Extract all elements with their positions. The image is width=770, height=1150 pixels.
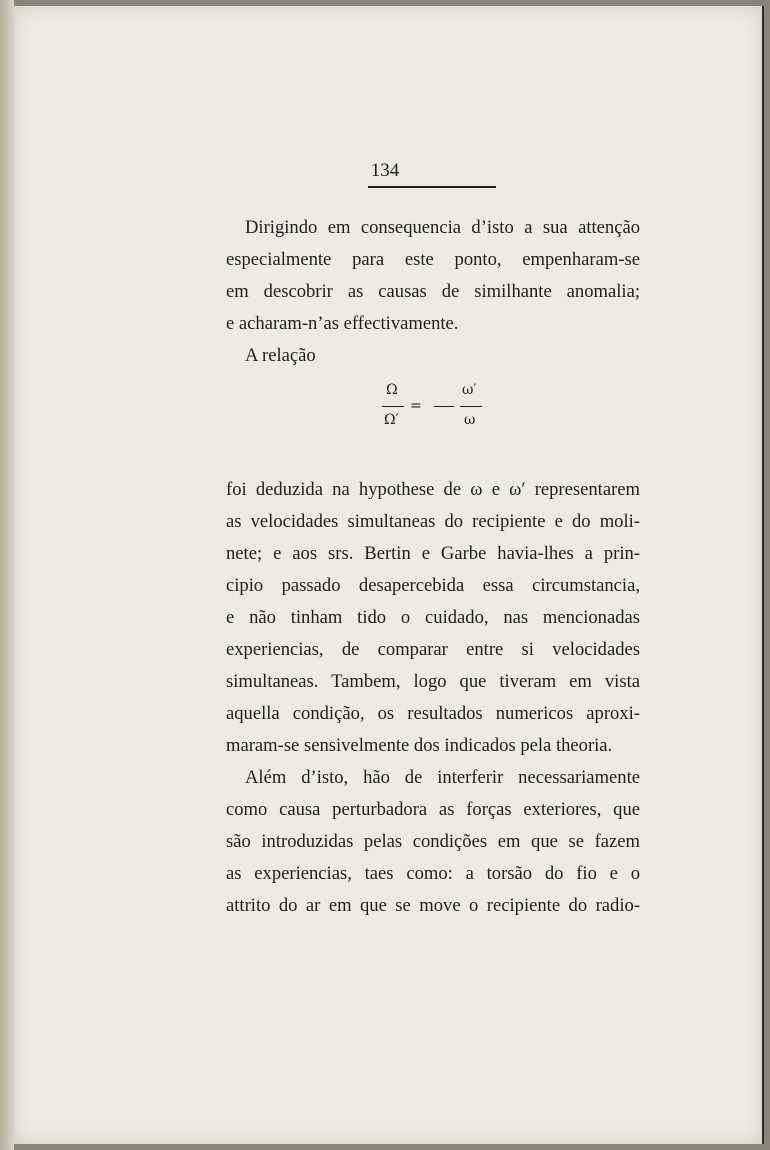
formula-right-numerator: ω′ bbox=[462, 382, 477, 398]
text-line: nete; e aos srs. Bertin e Garbe havia-lhes a prin- bbox=[226, 543, 640, 564]
formula-left-numerator: Ω bbox=[386, 382, 398, 398]
text-line: e não tinham tido o cuidado, nas mencionadas bbox=[226, 607, 640, 628]
text-line: foi deduzida na hypothese de ω e ω′ representarem bbox=[226, 479, 640, 500]
text-line: e acharam-n’as effectivamente. bbox=[226, 313, 459, 334]
paragraph-2 bbox=[226, 340, 640, 372]
formula-equals: = bbox=[410, 398, 422, 414]
paragraph-1 bbox=[226, 212, 640, 340]
text-line: Além d’isto, hão de interferir necessariamente bbox=[245, 767, 640, 788]
paragraph-4 bbox=[226, 762, 640, 922]
text-line: experiencias, de comparar entre si velocidades bbox=[226, 639, 640, 660]
fraction-bar bbox=[382, 406, 404, 407]
text-line: as velocidades simultaneas do recipiente e do moli- bbox=[226, 511, 640, 532]
fraction-bar bbox=[460, 406, 482, 407]
text-line: cipio passado desapercebida essa circumstancia, bbox=[226, 575, 640, 596]
text-line: como causa perturbadora as forças exteriores, que bbox=[226, 799, 640, 820]
text-line: especialmente para este ponto, empenharam-se bbox=[226, 249, 640, 270]
text-line: attrito do ar em que se move o recipiente do radio- bbox=[226, 895, 640, 916]
paragraph-3 bbox=[226, 474, 640, 762]
text-line: simultaneas. Tambem, logo que tiveram em vista bbox=[226, 671, 640, 692]
text-line: Dirigindo em consequencia d’isto a sua attenção bbox=[245, 217, 640, 238]
formula-left-denominator: Ω′ bbox=[384, 412, 399, 428]
text-line: são introduzidas pelas condições em que se fazem bbox=[226, 831, 640, 852]
text-line: maram-se sensivelmente dos indicados pela theoria. bbox=[226, 735, 613, 756]
text-line: A relação bbox=[245, 345, 316, 366]
text-line: em descobrir as causas de similhante anomalia; bbox=[226, 281, 640, 302]
text-line: as experiencias, taes como: a torsão do fio e o bbox=[226, 863, 640, 884]
text-line: aquella condição, os resultados numericos aproxi- bbox=[226, 703, 640, 724]
header-rule bbox=[368, 186, 496, 188]
formula-right-denominator: ω bbox=[464, 412, 476, 428]
fraction-dash bbox=[434, 406, 454, 407]
ratio-formula bbox=[380, 378, 490, 434]
page-number: 134 bbox=[370, 160, 400, 181]
